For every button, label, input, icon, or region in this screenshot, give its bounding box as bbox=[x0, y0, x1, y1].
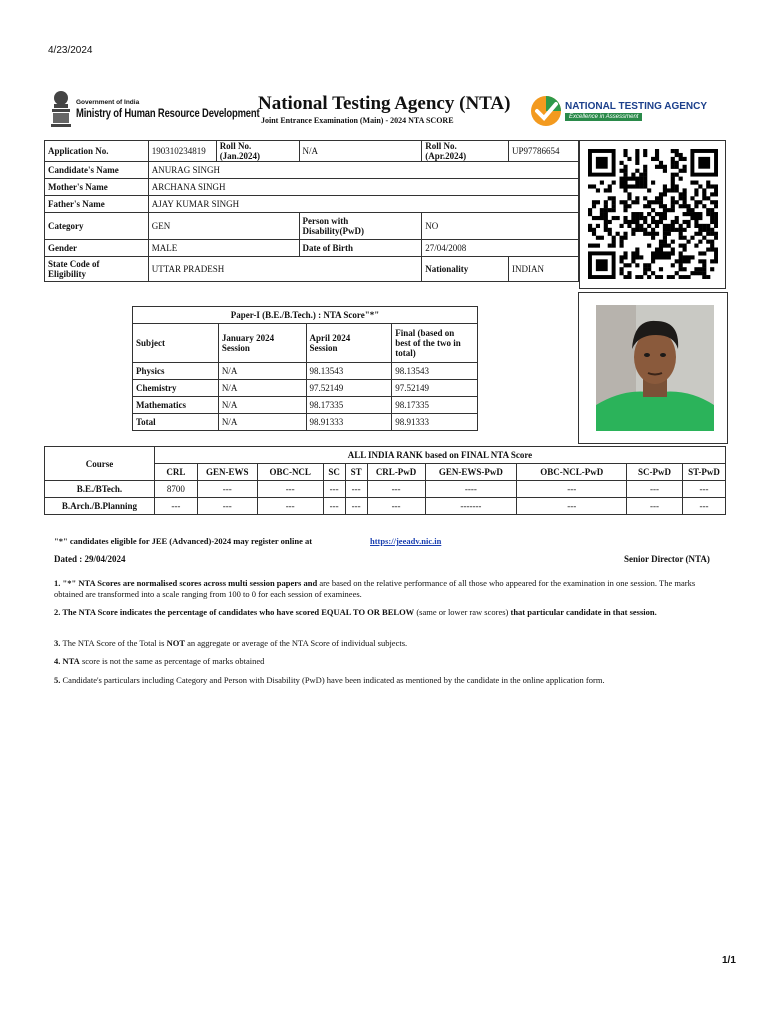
final-score: 98.13543 bbox=[392, 363, 478, 380]
course-header: Course bbox=[45, 447, 155, 481]
col-apr-session: April 2024 Session bbox=[306, 324, 392, 363]
rank-value: --- bbox=[517, 481, 627, 498]
rank-col-obc-ncl-pwd: OBC-NCL-PwD bbox=[517, 464, 627, 481]
rank-col-st: ST bbox=[345, 464, 367, 481]
category-label: Category bbox=[45, 213, 149, 240]
subject-name: Physics bbox=[133, 363, 219, 380]
rank-col-sc: SC bbox=[323, 464, 345, 481]
table-row bbox=[133, 414, 478, 431]
dated-text: Dated : 29/04/2024 bbox=[54, 554, 126, 564]
table-row bbox=[133, 380, 478, 397]
subject-name: Mathematics bbox=[133, 397, 219, 414]
pwd-label: Person with Disability(PwD) bbox=[299, 213, 422, 240]
final-score: 98.17335 bbox=[392, 397, 478, 414]
qr-code-box bbox=[579, 140, 726, 289]
note-4: 4. NTA score is not the same as percentage of marks obtained bbox=[54, 656, 265, 666]
page-number: 1/1 bbox=[722, 955, 736, 966]
rank-value: --- bbox=[367, 498, 425, 515]
apr-score: 97.52149 bbox=[306, 380, 392, 397]
rank-col-gen-ews-pwd: GEN-EWS-PwD bbox=[425, 464, 517, 481]
category-value: GEN bbox=[148, 213, 299, 240]
gender-label: Gender bbox=[45, 240, 149, 257]
note-2: 2. The NTA Score indicates the percentage of candidates who have scored EQUAL TO OR BELOW (same or lower raw scores) that particular candidate in that session. bbox=[54, 607, 657, 617]
roll-apr-label: Roll No. (Apr.2024) bbox=[422, 141, 509, 162]
rank-header: ALL INDIA RANK based on FINAL NTA Score bbox=[154, 447, 725, 464]
col-final: Final (based on best of the two in total) bbox=[392, 324, 478, 363]
state-label: State Code of Eligibility bbox=[45, 257, 149, 282]
application-no-value: 190310234819 bbox=[148, 141, 216, 162]
note-5: 5. Candidate's particulars including Category and Person with Disability (PwD) have been indicated as mentioned by the candidate in the online application form. bbox=[54, 675, 605, 685]
jan-score: N/A bbox=[218, 363, 306, 380]
pwd-value: NO bbox=[422, 213, 579, 240]
col-subject: Subject bbox=[133, 324, 219, 363]
subject-name: Total bbox=[133, 414, 219, 431]
nta-logo-icon bbox=[530, 95, 562, 127]
rank-col-crl: CRL bbox=[154, 464, 197, 481]
score-table-title: Paper-I (B.E./B.Tech.) : NTA Score"*" bbox=[133, 307, 478, 324]
dob-label: Date of Birth bbox=[299, 240, 422, 257]
rank-value: --- bbox=[257, 481, 323, 498]
rank-col-st-pwd: ST-PwD bbox=[682, 464, 725, 481]
course-name: B.Arch./B.Planning bbox=[45, 498, 155, 515]
rank-value: --- bbox=[323, 498, 345, 515]
rank-col-gen-ews: GEN-EWS bbox=[197, 464, 257, 481]
page-title: National Testing Agency (NTA) bbox=[258, 93, 511, 114]
rank-value: --- bbox=[367, 481, 425, 498]
nta-logo-text: NATIONAL TESTING AGENCY bbox=[565, 101, 708, 112]
rank-value: --- bbox=[197, 481, 257, 498]
rank-value: --- bbox=[154, 498, 197, 515]
apr-score: 98.91333 bbox=[306, 414, 392, 431]
final-score: 97.52149 bbox=[392, 380, 478, 397]
father-name-label: Father's Name bbox=[45, 196, 149, 213]
rank-col-crl-pwd: CRL-PwD bbox=[367, 464, 425, 481]
subject-name: Chemistry bbox=[133, 380, 219, 397]
table-row bbox=[133, 397, 478, 414]
rank-col-sc-pwd: SC-PwD bbox=[627, 464, 683, 481]
candidate-photo bbox=[596, 305, 714, 431]
candidate-name-label: Candidate's Name bbox=[45, 162, 149, 179]
photo-box bbox=[578, 292, 728, 444]
rank-value: --- bbox=[345, 498, 367, 515]
print-date: 4/23/2024 bbox=[48, 45, 93, 56]
jan-score: N/A bbox=[218, 397, 306, 414]
jan-score: N/A bbox=[218, 380, 306, 397]
rank-value: --- bbox=[323, 481, 345, 498]
candidate-info-table bbox=[44, 140, 579, 282]
table-row bbox=[45, 481, 726, 498]
dob-value: 27/04/2008 bbox=[422, 240, 579, 257]
rank-col-obc-ncl: OBC-NCL bbox=[257, 464, 323, 481]
rank-value: 8700 bbox=[154, 481, 197, 498]
jan-score: N/A bbox=[218, 414, 306, 431]
mother-name-label: Mother's Name bbox=[45, 179, 149, 196]
apr-score: 98.17335 bbox=[306, 397, 392, 414]
eligibility-note: "*" candidates eligible for JEE (Advanced)-2024 may register online at bbox=[54, 536, 313, 546]
qr-code-icon bbox=[588, 149, 718, 279]
gov-line-1: Government of India bbox=[76, 99, 140, 106]
rank-value: --- bbox=[197, 498, 257, 515]
roll-apr-value: UP97786654 bbox=[509, 141, 579, 162]
rank-value: --- bbox=[257, 498, 323, 515]
candidate-name-value: ANURAG SINGH bbox=[148, 162, 578, 179]
col-jan-session: January 2024 Session bbox=[218, 324, 306, 363]
national-emblem-icon bbox=[48, 89, 74, 129]
rank-value: ---- bbox=[425, 481, 517, 498]
nta-tagline: Excellence in Assessment bbox=[565, 113, 642, 121]
roll-jan-label: Roll No. (Jan.2024) bbox=[216, 141, 299, 162]
table-row bbox=[133, 363, 478, 380]
note-3: 3. The NTA Score of the Total is NOT an aggregate or average of the NTA Score of individual subjects. bbox=[54, 638, 408, 648]
page-subtitle: Joint Entrance Examination (Main) - 2024 NTA SCORE bbox=[261, 116, 454, 125]
rank-table bbox=[44, 446, 726, 515]
ministry-name: Ministry of Human Resource Development bbox=[76, 108, 260, 120]
father-name-value: AJAY KUMAR SINGH bbox=[148, 196, 578, 213]
nationality-label: Nationality bbox=[422, 257, 509, 282]
roll-jan-value: N/A bbox=[299, 141, 422, 162]
final-score: 98.91333 bbox=[392, 414, 478, 431]
rank-value: --- bbox=[627, 481, 683, 498]
mother-name-value: ARCHANA SINGH bbox=[148, 179, 578, 196]
rank-value: --- bbox=[682, 481, 725, 498]
jee-advanced-link[interactable]: https://jeeadv.nic.in bbox=[370, 536, 442, 546]
course-name: B.E./BTech. bbox=[45, 481, 155, 498]
application-no-label: Application No. bbox=[45, 141, 149, 162]
rank-value: ------- bbox=[425, 498, 517, 515]
rank-value: --- bbox=[345, 481, 367, 498]
apr-score: 98.13543 bbox=[306, 363, 392, 380]
rank-value: --- bbox=[627, 498, 683, 515]
state-value: UTTAR PRADESH bbox=[148, 257, 421, 282]
gender-value: MALE bbox=[148, 240, 299, 257]
table-row bbox=[45, 498, 726, 515]
note-1: 1. "*" NTA Scores are normalised scores across multi session papers and are based on the relative performance of all those who appeared for the examination in one session. The marks obtained are transformed into a scale ranging from 100 to 0 for each session of examinees. bbox=[54, 578, 696, 599]
nationality-value: INDIAN bbox=[509, 257, 579, 282]
rank-value: --- bbox=[517, 498, 627, 515]
score-table bbox=[132, 306, 478, 431]
director-signature: Senior Director (NTA) bbox=[624, 554, 710, 564]
rank-value: --- bbox=[682, 498, 725, 515]
